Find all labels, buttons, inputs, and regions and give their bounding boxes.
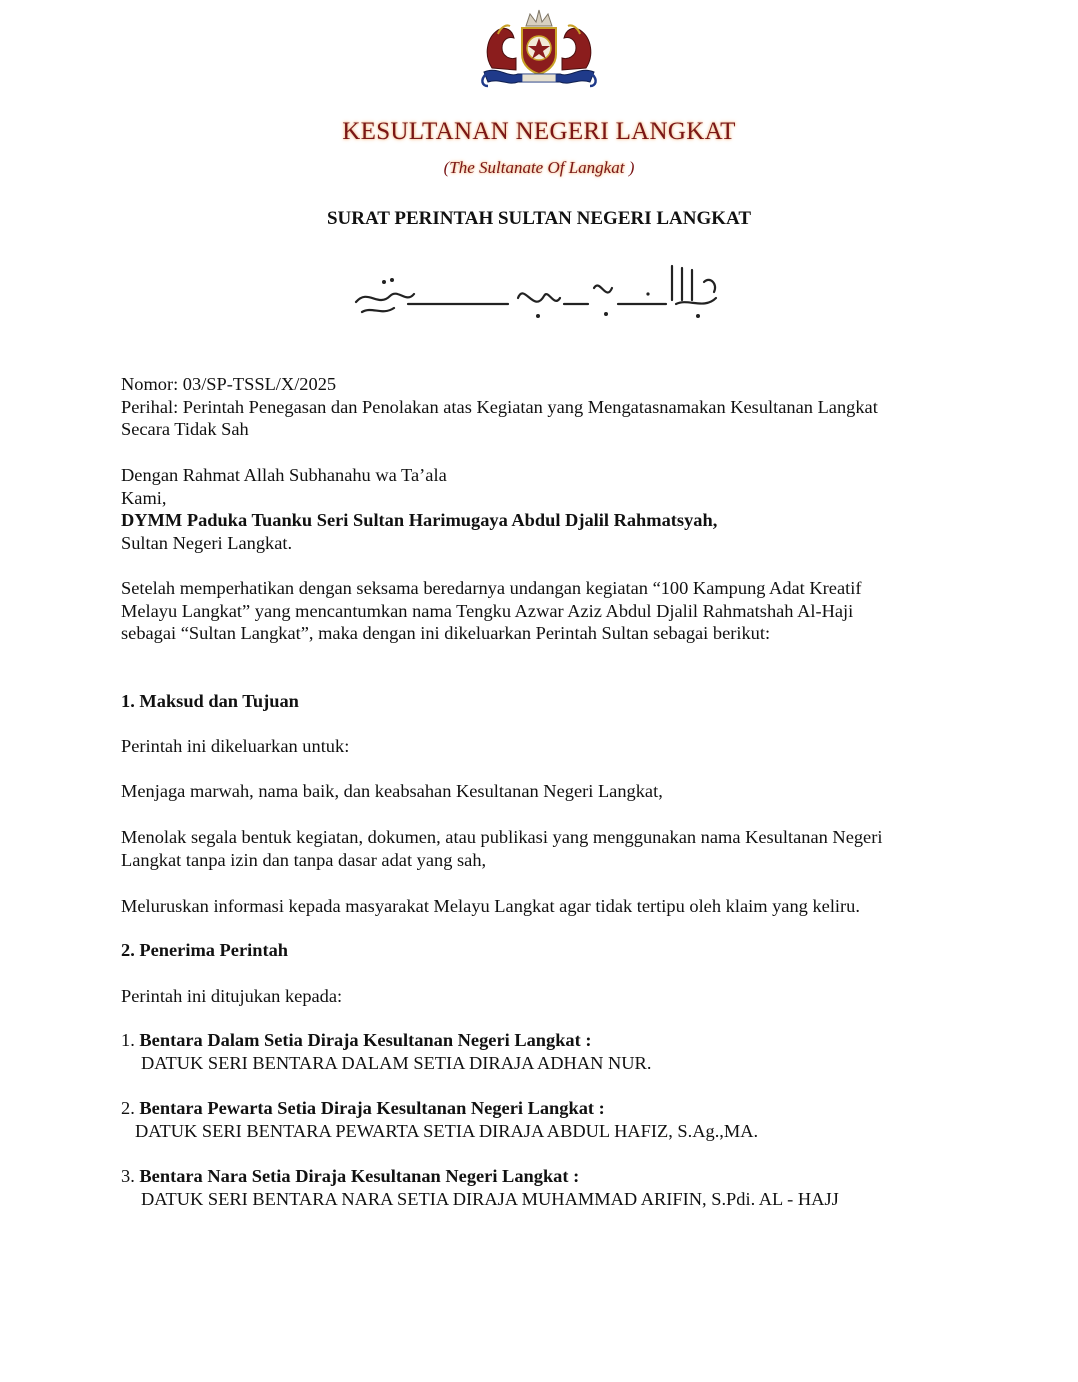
recipient-role: Bentara Pewarta Setia Diraja Kesultanan Negeri Langkat : xyxy=(139,1098,605,1118)
letterhead-title: KESULTANAN NEGERI LANGKAT xyxy=(342,118,736,145)
recipient-number: 3. xyxy=(121,1166,135,1186)
letterhead-subtitle xyxy=(0,158,1078,178)
recipient-number: 2. xyxy=(121,1098,135,1118)
recipient-name: DATUK SERI BENTARA PEWARTA SETIA DIRAJA ABDUL HAFIZ, S.Ag.,MA. xyxy=(135,1120,759,1141)
reference-block xyxy=(121,373,961,441)
preamble-line: Melayu Langkat” yang mencantumkan nama Tengku Azwar Aziz Abdul Djalil Rahmatshah Al-Haji xyxy=(121,600,854,621)
section2-heading: 2. Penerima Perintah xyxy=(121,940,289,960)
subtitle-text: The Sultanate Of Langkat xyxy=(449,158,625,177)
subtitle-close-paren: ) xyxy=(628,158,635,177)
section1-point: Meluruskan informasi kepada masyarakat Melayu Langkat agar tidak tertipu oleh klaim yang keliru. xyxy=(121,896,860,916)
section2-intro: Perintah ini ditujukan kepada: xyxy=(121,986,343,1006)
opening-salutation: Dengan Rahmat Allah Subhanahu wa Ta’ala xyxy=(121,465,447,485)
recipient-name: DATUK SERI BENTARA DALAM SETIA DIRAJA ADHAN NUR. xyxy=(141,1052,652,1073)
section1-intro: Perintah ini dikeluarkan untuk: xyxy=(121,736,350,756)
recipient-role: Bentara Dalam Setia Diraja Kesultanan Negeri Langkat : xyxy=(139,1030,592,1050)
preamble-line: sebagai “Sultan Langkat”, maka dengan ini dikeluarkan Perintah Sultan sebagai berikut: xyxy=(121,623,771,644)
sultan-title: Sultan Negeri Langkat. xyxy=(121,533,293,554)
recipient-number: 1. xyxy=(121,1030,135,1050)
royal-crest-icon xyxy=(478,8,600,88)
recipient-name: DATUK SERI BENTARA NARA SETIA DIRAJA MUHAMMAD ARIFIN, S.Pdi. AL - HAJJ xyxy=(141,1188,839,1209)
opening-kami: Kami, xyxy=(121,487,167,508)
section1-point xyxy=(121,826,961,871)
recipient-item xyxy=(121,1165,961,1210)
nomor-line: Nomor: 03/SP-TSSL/X/2025 xyxy=(121,374,337,394)
perihal-line: Perihal: Perintah Penegasan dan Penolakan atas Kegiatan yang Mengatasnamakan Kesultanan Langkat xyxy=(121,396,878,417)
section1-heading: 1. Maksud dan Tujuan xyxy=(121,691,299,711)
subtitle-open-paren: ( xyxy=(443,158,450,177)
opening-block xyxy=(121,464,961,555)
section1-point: Menjaga marwah, nama baik, dan keabsahan Kesultanan Negeri Langkat, xyxy=(121,781,663,801)
point2-line: Menolak segala bentuk kegiatan, dokumen, atau publikasi yang menggunakan nama Kesultanan Negeri xyxy=(121,827,883,847)
sultan-name: DYMM Paduka Tuanku Seri Sultan Harimugaya Abdul Djalil Rahmatsyah, xyxy=(121,510,718,531)
document-title: SURAT PERINTAH SULTAN NEGERI LANGKAT xyxy=(326,208,752,229)
perihal-continuation: Secara Tidak Sah xyxy=(121,419,249,440)
recipient-item xyxy=(121,1097,961,1142)
preamble-paragraph xyxy=(121,577,961,645)
point2-line: Langkat tanpa izin dan tanpa dasar adat yang sah, xyxy=(121,849,487,870)
recipient-role: Bentara Nara Setia Diraja Kesultanan Negeri Langkat : xyxy=(139,1166,580,1186)
basmala-calligraphy-icon xyxy=(348,258,728,326)
recipient-item xyxy=(121,1029,961,1074)
preamble-line: Setelah memperhatikan dengan seksama beredarnya undangan kegiatan “100 Kampung Adat Kreatif xyxy=(121,578,862,598)
